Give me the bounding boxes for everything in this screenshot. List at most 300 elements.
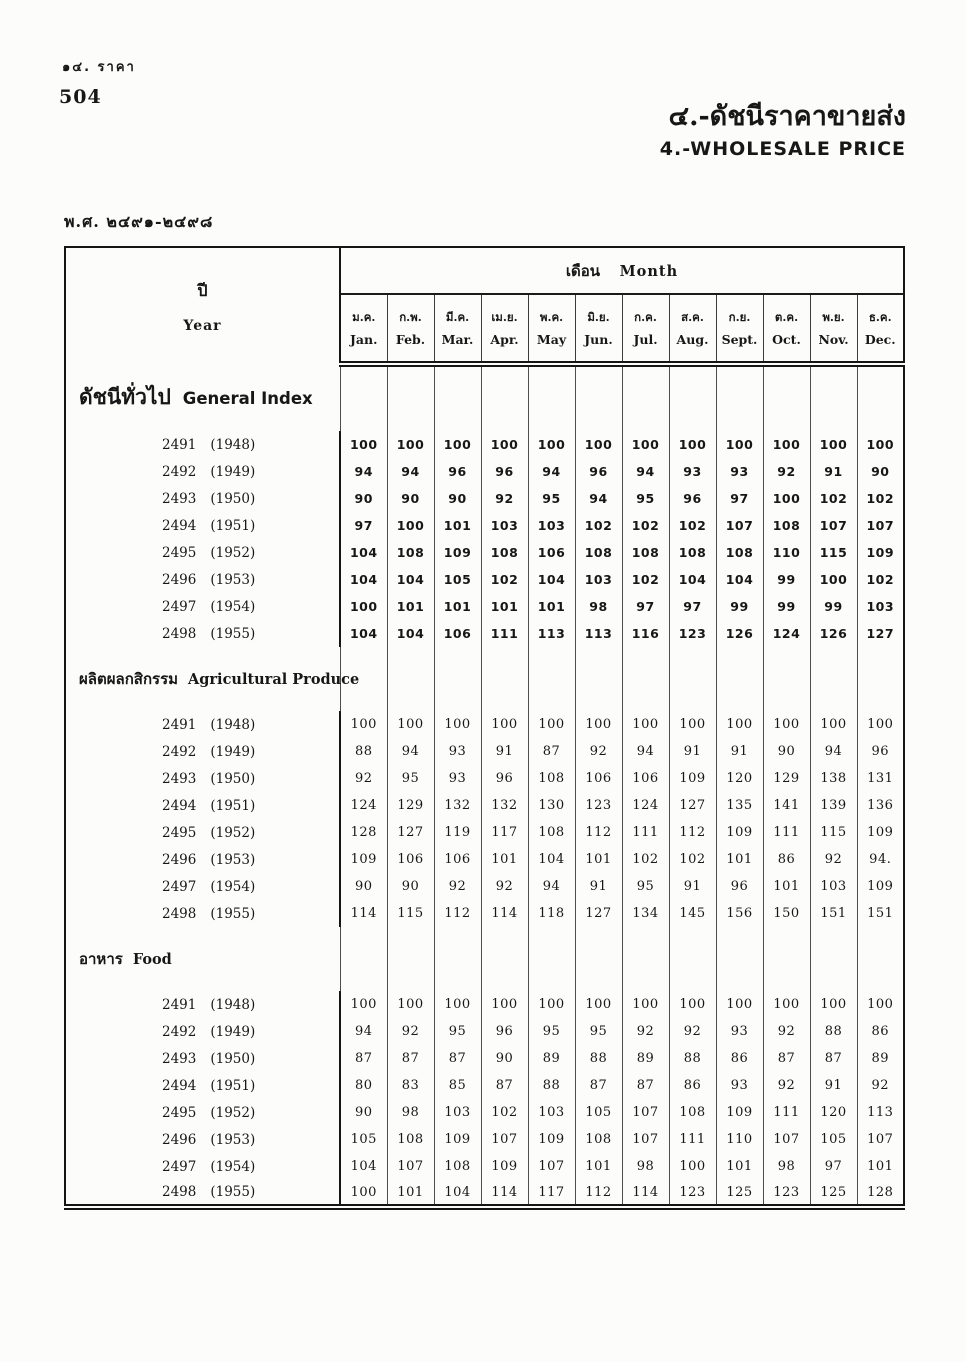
value-cell: 100	[669, 1153, 716, 1180]
value-cell: 100	[669, 431, 716, 458]
empty-cell	[716, 364, 763, 431]
year-ce: (1955)	[210, 1184, 256, 1200]
value-cell: 101	[716, 1153, 763, 1180]
value-cell: 92	[481, 485, 528, 512]
empty-cell	[528, 647, 575, 711]
value-cell: 107	[810, 512, 857, 539]
value-cell: 113	[857, 1099, 904, 1126]
value-cell: 114	[481, 1180, 528, 1207]
year-ce: (1952)	[210, 544, 256, 561]
value-cell: 127	[575, 900, 622, 927]
value-cell: 117	[528, 1180, 575, 1207]
empty-cell	[481, 927, 528, 991]
value-cell: 108	[575, 539, 622, 566]
value-cell: 126	[716, 620, 763, 647]
value-cell: 100	[575, 431, 622, 458]
empty-cell	[622, 927, 669, 991]
value-cell: 132	[481, 792, 528, 819]
value-cell: 100	[528, 711, 575, 738]
value-cell: 101	[387, 1180, 434, 1207]
value-cell: 101	[763, 873, 810, 900]
year-label	[65, 792, 340, 819]
section-title-english: Food	[132, 951, 172, 968]
value-cell: 103	[857, 593, 904, 620]
empty-cell	[857, 364, 904, 431]
table-row-2496	[65, 566, 904, 593]
table-row-2494	[65, 1072, 904, 1099]
value-cell: 88	[528, 1072, 575, 1099]
month-col-header-jan	[340, 294, 387, 364]
value-cell: 94	[622, 738, 669, 765]
value-cell: 104	[716, 566, 763, 593]
year-ce: (1950)	[210, 490, 256, 507]
value-cell: 96	[669, 485, 716, 512]
value-cell: 100	[528, 431, 575, 458]
table-row-2493	[65, 485, 904, 512]
value-cell: 87	[763, 1045, 810, 1072]
table-row-2491	[65, 431, 904, 458]
value-cell: 105	[575, 1099, 622, 1126]
table-row-2492	[65, 1018, 904, 1045]
value-cell: 129	[763, 765, 810, 792]
value-cell: 94	[340, 1018, 387, 1045]
value-cell: 87	[481, 1072, 528, 1099]
month-abbrev-thai: ส.ค.	[681, 310, 704, 324]
value-cell: 132	[434, 792, 481, 819]
value-cell: 101	[434, 512, 481, 539]
value-cell: 104	[340, 620, 387, 647]
month-col-header-sept	[716, 294, 763, 364]
empty-cell	[857, 647, 904, 711]
value-cell: 102	[622, 846, 669, 873]
year-label	[65, 873, 340, 900]
month-col-header-apr	[481, 294, 528, 364]
value-cell: 124	[340, 792, 387, 819]
value-cell: 100	[810, 991, 857, 1018]
value-cell: 94	[528, 873, 575, 900]
table-row-2493	[65, 765, 904, 792]
year-ce: (1953)	[210, 571, 256, 588]
year-label	[65, 991, 340, 1018]
year-be: 2491	[162, 996, 197, 1013]
table-row-2492	[65, 738, 904, 765]
table-row-2495	[65, 819, 904, 846]
value-cell: 104	[340, 539, 387, 566]
value-cell: 102	[575, 512, 622, 539]
month-abbrev-thai: ธ.ค.	[868, 310, 892, 324]
value-cell: 93	[716, 1018, 763, 1045]
value-cell: 92	[763, 458, 810, 485]
value-cell: 91	[716, 738, 763, 765]
value-cell: 90	[340, 873, 387, 900]
value-cell: 89	[622, 1045, 669, 1072]
table-row-2498	[65, 620, 904, 647]
value-cell: 151	[810, 900, 857, 927]
table-row-2494	[65, 792, 904, 819]
value-cell: 97	[669, 593, 716, 620]
value-cell: 103	[481, 512, 528, 539]
value-cell: 94	[810, 738, 857, 765]
value-cell: 127	[387, 819, 434, 846]
value-cell: 112	[575, 1180, 622, 1207]
value-cell: 108	[622, 539, 669, 566]
value-cell: 86	[716, 1045, 763, 1072]
year-be: 2492	[162, 463, 197, 480]
value-cell: 125	[716, 1180, 763, 1207]
value-cell: 99	[716, 593, 763, 620]
empty-cell	[434, 647, 481, 711]
value-cell: 100	[622, 431, 669, 458]
value-cell: 96	[434, 458, 481, 485]
value-cell: 145	[669, 900, 716, 927]
year-label	[65, 458, 340, 485]
value-cell: 114	[622, 1180, 669, 1207]
value-cell: 102	[857, 566, 904, 593]
empty-cell	[810, 364, 857, 431]
section-title-thai: ดัชนีทั่วไป	[79, 384, 171, 409]
value-cell: 100	[763, 711, 810, 738]
year-be: 2491	[162, 436, 197, 453]
month-abbrev-thai: ก.ย.	[728, 310, 751, 324]
year-ce: (1948)	[210, 716, 256, 733]
value-cell: 111	[763, 1099, 810, 1126]
value-cell: 107	[622, 1099, 669, 1126]
value-cell: 107	[387, 1153, 434, 1180]
value-cell: 108	[669, 539, 716, 566]
value-cell: 107	[622, 1126, 669, 1153]
empty-cell	[669, 647, 716, 711]
value-cell: 103	[575, 566, 622, 593]
value-cell: 111	[622, 819, 669, 846]
value-cell: 91	[810, 458, 857, 485]
value-cell: 94	[340, 458, 387, 485]
value-cell: 108	[763, 512, 810, 539]
value-cell: 111	[669, 1126, 716, 1153]
value-cell: 100	[387, 431, 434, 458]
value-cell: 130	[528, 792, 575, 819]
value-cell: 87	[622, 1072, 669, 1099]
empty-cell	[481, 647, 528, 711]
year-label	[65, 485, 340, 512]
value-cell: 110	[716, 1126, 763, 1153]
value-cell: 100	[763, 485, 810, 512]
value-cell: 86	[763, 846, 810, 873]
month-col-header-aug	[669, 294, 716, 364]
year-ce: (1952)	[210, 824, 256, 841]
value-cell: 128	[857, 1180, 904, 1207]
value-cell: 100	[528, 991, 575, 1018]
empty-cell	[387, 364, 434, 431]
value-cell: 106	[622, 765, 669, 792]
value-cell: 100	[622, 711, 669, 738]
value-cell: 151	[857, 900, 904, 927]
value-cell: 100	[857, 991, 904, 1018]
value-cell: 116	[622, 620, 669, 647]
value-cell: 112	[575, 819, 622, 846]
value-cell: 105	[810, 1126, 857, 1153]
value-cell: 94	[387, 738, 434, 765]
value-cell: 107	[857, 1126, 904, 1153]
year-header-thai: ปี	[197, 280, 208, 300]
value-cell: 109	[857, 819, 904, 846]
value-cell: 92	[481, 873, 528, 900]
year-ce: (1951)	[210, 1077, 256, 1094]
month-abbrev-thai: พ.ค.	[539, 310, 564, 324]
month-col-header-may	[528, 294, 575, 364]
value-cell: 127	[857, 620, 904, 647]
value-cell: 100	[716, 711, 763, 738]
year-ce: (1955)	[210, 905, 256, 922]
table-row-2497	[65, 593, 904, 620]
value-cell: 139	[810, 792, 857, 819]
year-label	[65, 846, 340, 873]
month-abbrev-english: Oct.	[772, 332, 801, 347]
value-cell: 91	[481, 738, 528, 765]
section-title-thai: อาหาร	[79, 950, 123, 968]
value-cell: 106	[387, 846, 434, 873]
value-cell: 108	[575, 1126, 622, 1153]
value-cell: 98	[575, 593, 622, 620]
value-cell: 127	[669, 792, 716, 819]
value-cell: 104	[340, 566, 387, 593]
wholesale-price-table-wrapper	[64, 246, 905, 1210]
value-cell: 103	[434, 1099, 481, 1126]
month-abbrev-thai: พ.ย.	[822, 310, 845, 324]
empty-cell	[575, 364, 622, 431]
year-label	[65, 566, 340, 593]
value-cell: 100	[387, 512, 434, 539]
value-cell: 104	[387, 620, 434, 647]
value-cell: 100	[340, 593, 387, 620]
value-cell: 141	[763, 792, 810, 819]
value-cell: 108	[434, 1153, 481, 1180]
value-cell: 106	[528, 539, 575, 566]
empty-cell	[763, 927, 810, 991]
value-cell: 80	[340, 1072, 387, 1099]
empty-cell	[763, 647, 810, 711]
year-label	[65, 431, 340, 458]
value-cell: 100	[716, 431, 763, 458]
table-row-2497	[65, 1153, 904, 1180]
value-cell: 100	[340, 1180, 387, 1207]
value-cell: 100	[481, 711, 528, 738]
value-cell: 109	[669, 765, 716, 792]
value-cell: 123	[763, 1180, 810, 1207]
value-cell: 90	[340, 1099, 387, 1126]
value-cell: 109	[340, 846, 387, 873]
value-cell: 102	[669, 512, 716, 539]
value-cell: 86	[857, 1018, 904, 1045]
value-cell: 86	[669, 1072, 716, 1099]
value-cell: 87	[575, 1072, 622, 1099]
table-row-2495	[65, 1099, 904, 1126]
value-cell: 108	[481, 539, 528, 566]
table-row-2496	[65, 1126, 904, 1153]
value-cell: 109	[434, 1126, 481, 1153]
year-ce: (1948)	[210, 436, 256, 453]
value-cell: 87	[434, 1045, 481, 1072]
wholesale-price-table	[64, 246, 905, 1210]
value-cell: 123	[575, 792, 622, 819]
value-cell: 156	[716, 900, 763, 927]
value-cell: 100	[763, 431, 810, 458]
period-label: พ.ศ. ๒๔๙๑-๒๔๙๘	[64, 212, 214, 231]
year-be: 2492	[162, 743, 197, 760]
section-title-row	[65, 647, 904, 711]
month-abbrev-thai: มี.ค.	[445, 310, 470, 324]
month-col-header-dec	[857, 294, 904, 364]
value-cell: 100	[810, 431, 857, 458]
page-number: 504	[59, 86, 102, 108]
value-cell: 96	[716, 873, 763, 900]
value-cell: 101	[716, 846, 763, 873]
value-cell: 109	[857, 873, 904, 900]
value-cell: 88	[669, 1045, 716, 1072]
value-cell: 91	[669, 738, 716, 765]
value-cell: 87	[340, 1045, 387, 1072]
value-cell: 138	[810, 765, 857, 792]
value-cell: 100	[622, 991, 669, 1018]
table-row-2496	[65, 846, 904, 873]
value-cell: 109	[716, 819, 763, 846]
year-label	[65, 1072, 340, 1099]
month-col-header-oct	[763, 294, 810, 364]
value-cell: 108	[528, 765, 575, 792]
value-cell: 113	[575, 620, 622, 647]
year-ce: (1954)	[210, 878, 256, 895]
value-cell: 100	[340, 991, 387, 1018]
year-column-header	[65, 247, 340, 364]
value-cell: 108	[387, 1126, 434, 1153]
month-col-header-jul	[622, 294, 669, 364]
value-cell: 107	[528, 1153, 575, 1180]
header-span-row	[65, 247, 904, 294]
value-cell: 131	[857, 765, 904, 792]
empty-cell	[857, 927, 904, 991]
month-span-thai: เดือน	[565, 261, 601, 280]
empty-cell	[669, 364, 716, 431]
month-abbrev-thai: มิ.ย.	[587, 310, 610, 324]
year-be: 2494	[162, 797, 197, 814]
year-label	[65, 738, 340, 765]
value-cell: 100	[434, 711, 481, 738]
value-cell: 93	[434, 765, 481, 792]
year-ce: (1954)	[210, 1158, 256, 1175]
value-cell: 94	[575, 485, 622, 512]
value-cell: 100	[481, 431, 528, 458]
value-cell: 99	[810, 593, 857, 620]
year-ce: (1949)	[210, 743, 256, 760]
value-cell: 100	[434, 431, 481, 458]
value-cell: 88	[340, 738, 387, 765]
value-cell: 128	[340, 819, 387, 846]
value-cell: 112	[669, 819, 716, 846]
value-cell: 90	[340, 485, 387, 512]
table-row-2491	[65, 991, 904, 1018]
value-cell: 90	[434, 485, 481, 512]
value-cell: 92	[669, 1018, 716, 1045]
value-cell: 126	[810, 620, 857, 647]
month-abbrev-english: Jul.	[633, 332, 658, 347]
value-cell: 92	[763, 1018, 810, 1045]
month-abbrev-thai: ก.พ.	[399, 310, 422, 324]
month-abbrev-english: Apr.	[490, 332, 519, 347]
year-ce: (1955)	[210, 625, 256, 642]
empty-cell	[622, 647, 669, 711]
value-cell: 109	[857, 539, 904, 566]
value-cell: 108	[528, 819, 575, 846]
table-row-2494	[65, 512, 904, 539]
value-cell: 96	[481, 1018, 528, 1045]
value-cell: 89	[528, 1045, 575, 1072]
section-title	[65, 647, 360, 711]
empty-cell	[387, 647, 434, 711]
value-cell: 120	[716, 765, 763, 792]
value-cell: 109	[716, 1099, 763, 1126]
value-cell: 88	[575, 1045, 622, 1072]
empty-cell	[763, 364, 810, 431]
year-be: 2497	[162, 1158, 197, 1175]
value-cell: 124	[763, 620, 810, 647]
value-cell: 95	[387, 765, 434, 792]
year-be: 2494	[162, 517, 197, 534]
value-cell: 97	[622, 593, 669, 620]
year-ce: (1949)	[210, 1023, 256, 1040]
value-cell: 92	[857, 1072, 904, 1099]
value-cell: 91	[669, 873, 716, 900]
value-cell: 113	[528, 620, 575, 647]
value-cell: 150	[763, 900, 810, 927]
value-cell: 95	[528, 1018, 575, 1045]
value-cell: 117	[481, 819, 528, 846]
value-cell: 100	[434, 991, 481, 1018]
value-cell: 89	[857, 1045, 904, 1072]
value-cell: 95	[434, 1018, 481, 1045]
value-cell: 99	[763, 566, 810, 593]
month-abbrev-english: Dec.	[864, 332, 896, 347]
table-row-2491	[65, 711, 904, 738]
value-cell: 97	[716, 485, 763, 512]
value-cell: 92	[575, 738, 622, 765]
value-cell: 94.	[857, 846, 904, 873]
value-cell: 129	[387, 792, 434, 819]
value-cell: 91	[810, 1072, 857, 1099]
year-be: 2496	[162, 851, 197, 868]
page-title-english: 4.-WHOLESALE PRICE	[659, 137, 906, 160]
empty-cell	[575, 927, 622, 991]
year-be: 2495	[162, 1104, 197, 1121]
value-cell: 95	[622, 485, 669, 512]
table-row-2497	[65, 873, 904, 900]
value-cell: 90	[387, 873, 434, 900]
table-row-2493	[65, 1045, 904, 1072]
table-row-2498	[65, 1180, 904, 1207]
value-cell: 100	[716, 991, 763, 1018]
value-cell: 95	[528, 485, 575, 512]
value-cell: 101	[481, 593, 528, 620]
year-be: 2494	[162, 1077, 197, 1094]
value-cell: 100	[340, 431, 387, 458]
year-label	[65, 1018, 340, 1045]
value-cell: 93	[716, 1072, 763, 1099]
value-cell: 103	[528, 1099, 575, 1126]
table-row-2495	[65, 539, 904, 566]
value-cell: 94	[528, 458, 575, 485]
value-cell: 106	[434, 846, 481, 873]
year-be: 2495	[162, 544, 197, 561]
table-row-2498	[65, 900, 904, 927]
empty-cell	[575, 647, 622, 711]
